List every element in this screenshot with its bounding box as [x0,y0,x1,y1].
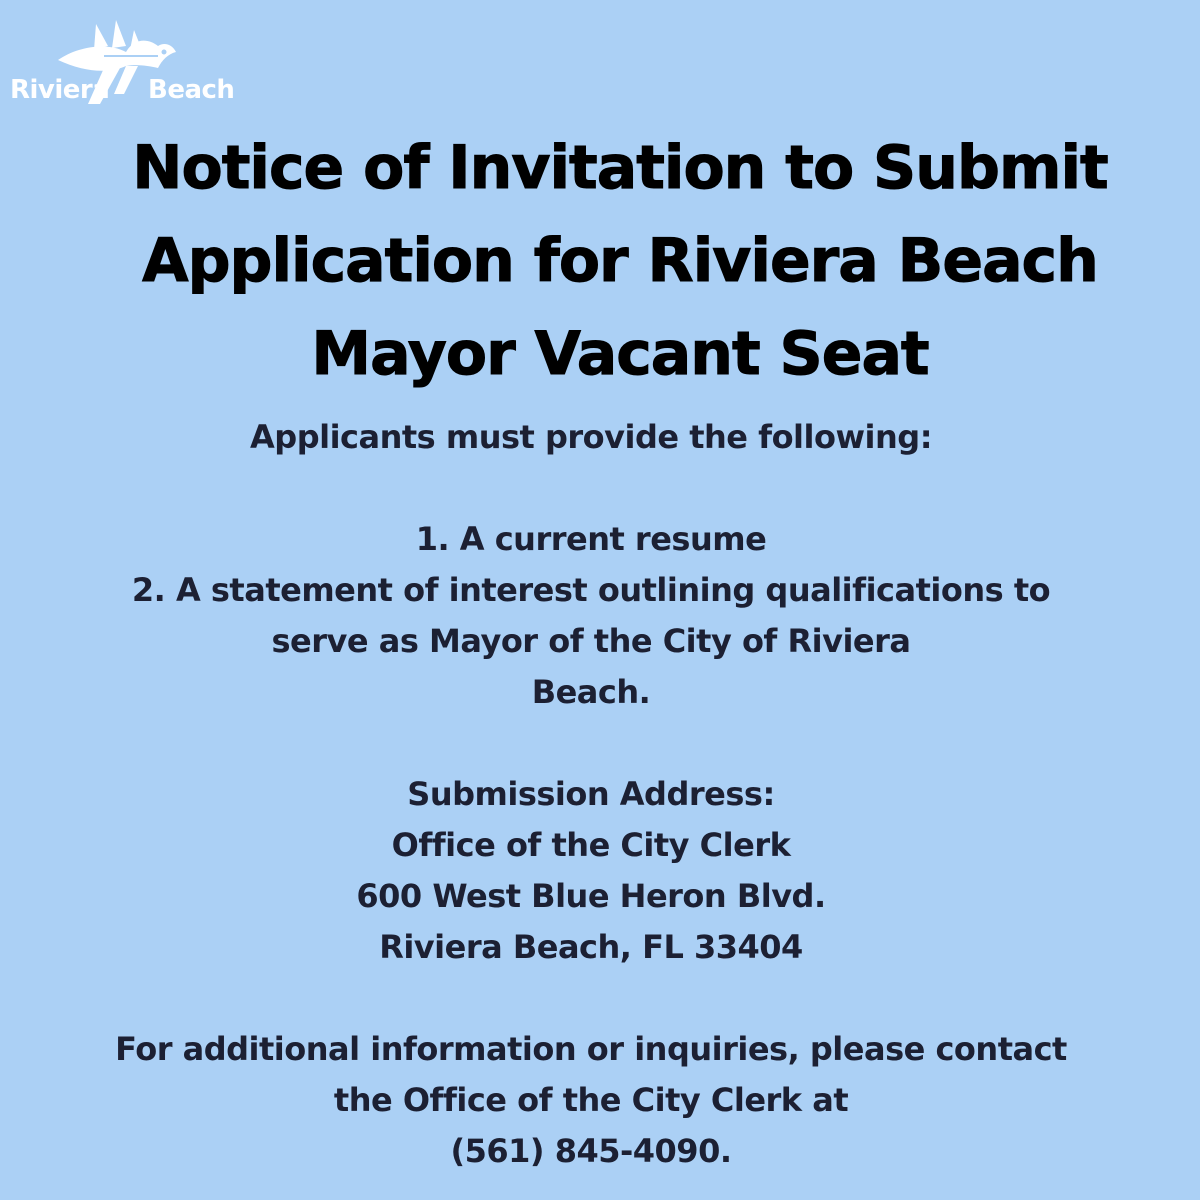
submission-heading: Submission Address: [407,775,775,813]
page-title [40,122,1200,401]
submission-office: Office of the City Clerk [391,826,791,864]
logo-word-beach: Beach [148,75,235,105]
riviera-beach-logo [8,16,244,106]
requirement-item-continued: Beach. [531,673,651,711]
contact-line: the Office of the City Clerk at [333,1081,849,1119]
requirement-item-continued: serve as Mayor of the City of Riviera [271,622,911,660]
spacer [0,718,1200,769]
spacer [0,463,1200,514]
submission-street: 600 West Blue Heron Blvd. [356,877,826,915]
spacer [0,973,1200,1024]
requirements-heading: Applicants must provide the following: [250,418,932,456]
title-line: Notice of Invitation to Submit [132,133,1108,203]
requirement-item: 2. A statement of interest outlining qualifications to [131,571,1051,609]
requirement-item: 1. A current resume [415,520,767,558]
title-line: Mayor Vacant Seat [311,319,929,389]
title-line: Application for Riviera Beach [142,226,1098,296]
submission-city: Riviera Beach, FL 33404 [379,928,803,966]
logo-word-riviera: Riviera [10,75,110,105]
notice-body [0,412,1200,1177]
contact-phone: (561) 845-4090. [450,1132,732,1170]
contact-line: For additional information or inquiries, please contact [115,1030,1067,1068]
